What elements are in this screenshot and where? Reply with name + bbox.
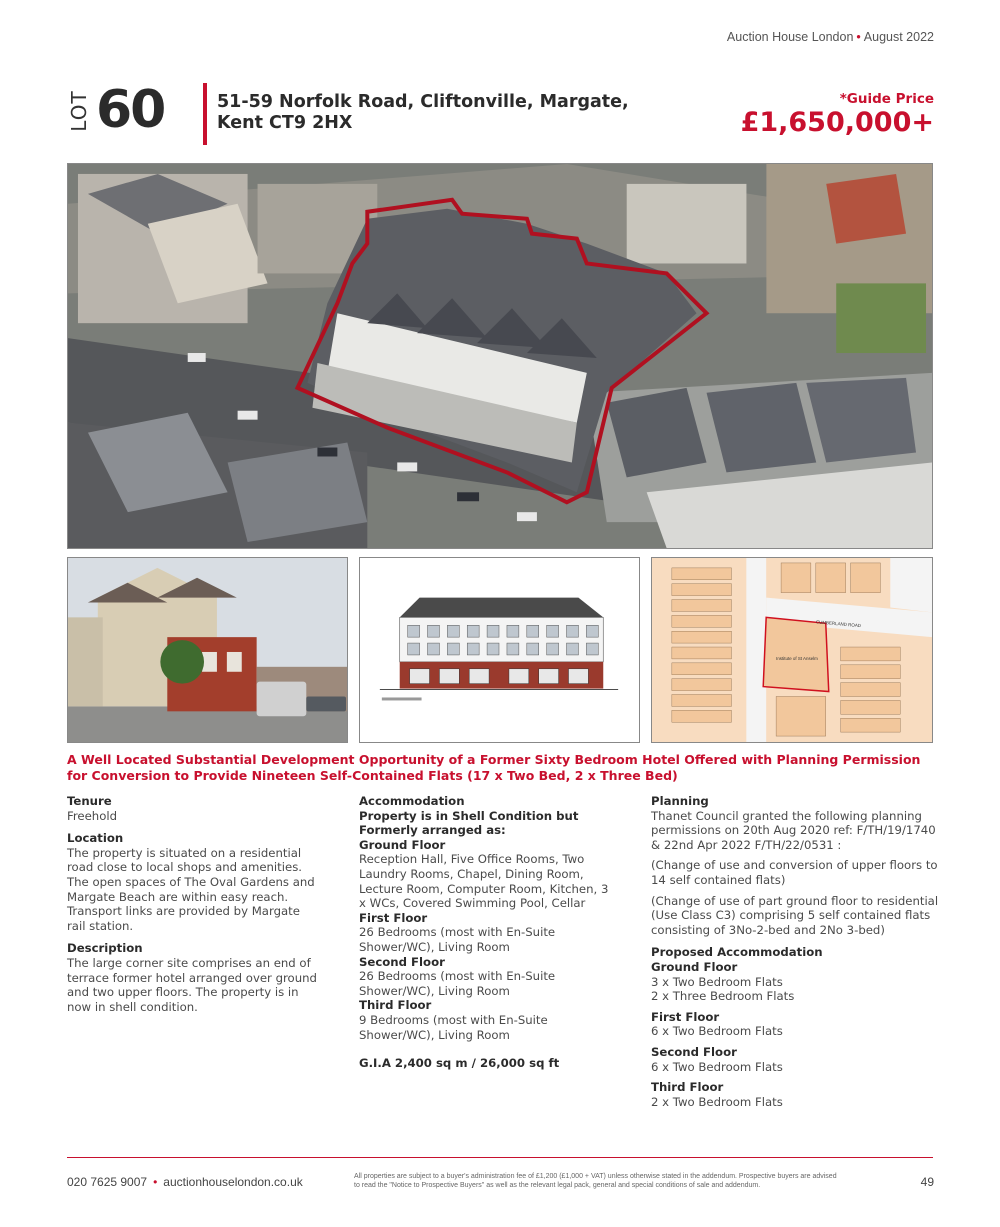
lot-number: 60 (96, 80, 165, 140)
gia-text: G.I.A 2,400 sq m / 26,000 sq ft (359, 1056, 560, 1071)
footer-divider (67, 1157, 933, 1158)
proposed-accommodation-heading: Proposed Accommodation (651, 945, 823, 960)
proposed-third-heading: Third Floor (651, 1080, 724, 1095)
website-link[interactable]: auctionhouselondon.co.uk (163, 1175, 303, 1189)
address-line-2: Kent CT9 2HX (217, 113, 353, 133)
proposed-ground-1: 3 x Two Bedroom Flats (651, 974, 783, 989)
bullet: • (153, 1175, 158, 1189)
publisher-name: Auction House London (726, 30, 854, 44)
proposed-first-text: 6 x Two Bedroom Flats (651, 1024, 783, 1039)
planning-permission-2: (Change of use of part ground floor to residential (Use Class C3) comprising 5 self contained flats consisting of 3No-2-bed and 2No 3-bed) (651, 893, 939, 937)
address-line-1: 51-59 Norfolk Road, Cliftonville, Margate, (217, 92, 629, 112)
planning-text: Thanet Council granted the following planning permissions on 20th Aug 2020 ref: F/TH/19/1740 & 22nd Apr 2022 F/TH/22/0531 : (651, 808, 936, 852)
phone-number[interactable]: 020 7625 9007 (67, 1175, 148, 1189)
proposed-ground-heading: Ground Floor (651, 959, 738, 974)
lot-headline: A Well Located Substantial Development Opportunity of a Former Sixty Bedroom Hotel Offered with Planning Permission for Conversion to Provide Nineteen Self-Contained Flats (17 x Two Bed, 2 x Three Bed) (67, 752, 921, 783)
second-floor-text: 26 Bedrooms (most with En-Suite Shower/WC), Living Room (359, 969, 556, 998)
description-heading: Description (67, 941, 143, 956)
proposed-second-heading: Second Floor (651, 1044, 737, 1059)
bullet: • (856, 30, 861, 44)
site-map (651, 557, 933, 743)
ground-floor-text: Reception Hall, Five Office Rooms, Two Laundry Rooms, Chapel, Dining Room, Lecture Room, Computer Room, Kitchen, 3 x WCs, Covered Swimming Pool, Cellar (359, 852, 609, 911)
footer-disclaimer: All properties are subject to a buyer's administration fee of £1,200 (£1,000 + VAT) unless otherwise stated in the addendum. Prospective buyers are advised to read the "Notice to Prospective Buyers" as well as the relevant legal pack, general and special conditions of sale and addendum. (354, 1173, 837, 1189)
details-column-3 (651, 794, 941, 1109)
lot-label: LOT (67, 90, 91, 132)
accommodation-heading: Accommodation (359, 794, 465, 808)
street-photo (67, 557, 348, 743)
map-site-label: Institute of St Anselm (776, 655, 818, 661)
planning-permission-1: (Change of use and conversion of upper floors to 14 self contained flats) (651, 858, 938, 887)
guide-price-value: £1,650,000+ (740, 107, 934, 138)
ground-floor-heading: Ground Floor (359, 837, 446, 852)
location-heading: Location (67, 831, 124, 846)
tenure-text: Freehold (67, 808, 118, 823)
accommodation-intro: Property is in Shell Condition but Formerly arranged as: (359, 808, 579, 838)
issue-header (727, 30, 934, 44)
issue-date: August 2022 (863, 30, 934, 44)
proposed-first-heading: First Floor (651, 1009, 720, 1024)
second-floor-heading: Second Floor (359, 954, 445, 969)
location-text: The property is situated on a residential road close to local shops and amenities. The open spaces of The Oval Gardens and Margate Beach are within easy reach. Transport links are provided by Margate rail station. (67, 845, 315, 933)
tenure-heading: Tenure (67, 794, 112, 808)
proposed-second-text: 6 x Two Bedroom Flats (651, 1059, 783, 1074)
page-number: 49 (920, 1175, 934, 1189)
planning-heading: Planning (651, 794, 709, 808)
details-column-2 (359, 794, 619, 1071)
proposed-third-text: 2 x Two Bedroom Flats (651, 1094, 783, 1109)
first-floor-heading: First Floor (359, 910, 428, 925)
footer-contact (67, 1175, 303, 1189)
elevation-drawing (359, 557, 640, 743)
first-floor-text: 26 Bedrooms (most with En-Suite Shower/WC), Living Room (359, 925, 556, 954)
property-address (217, 92, 637, 134)
guide-price-label: *Guide Price (839, 91, 934, 107)
details-column-1 (67, 794, 317, 1014)
description-text: The large corner site comprises an end of terrace former hotel arranged over ground and two upper floors. The property is in now in shell condition. (67, 955, 317, 1014)
third-floor-heading: Third Floor (359, 998, 432, 1013)
proposed-ground-2: 2 x Three Bedroom Flats (651, 989, 795, 1004)
map-road-label: CUMBERLAND ROAD (815, 619, 862, 629)
accent-divider (203, 83, 207, 145)
third-floor-text: 9 Bedrooms (most with En-Suite Shower/WC), Living Room (359, 1012, 548, 1042)
aerial-photo (67, 163, 933, 549)
